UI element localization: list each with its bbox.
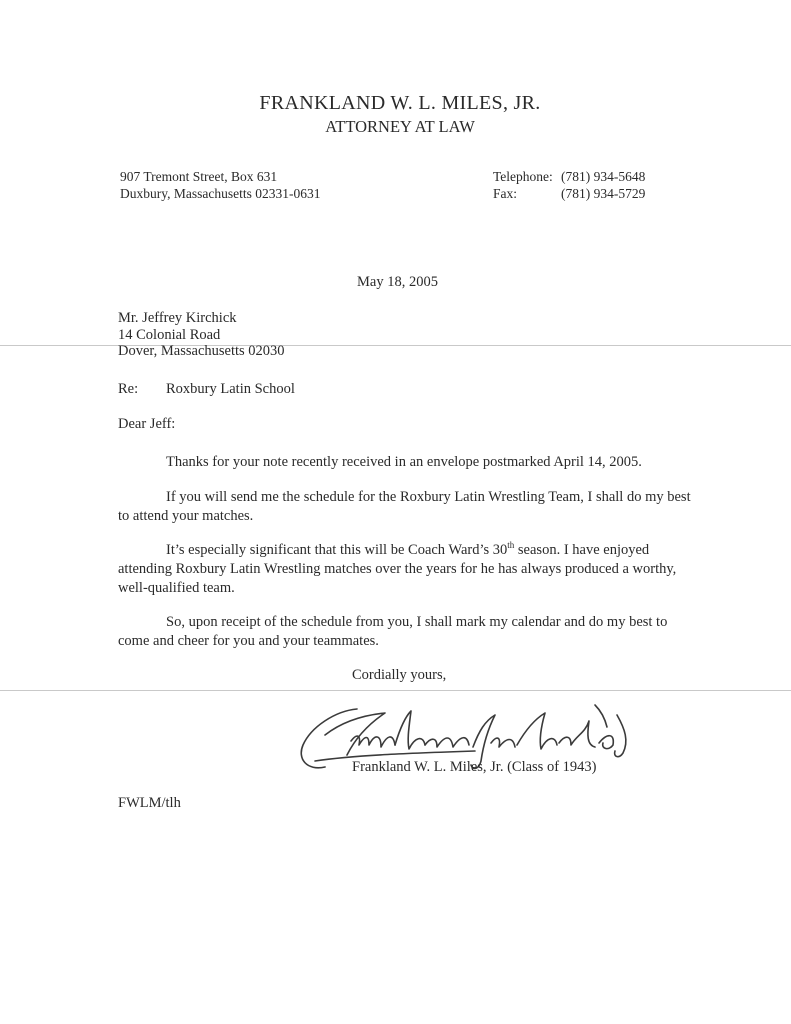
fax-label: Fax: [493,186,518,201]
address-line-2: Duxbury, Massachusetts 02331-0631 [120,186,321,201]
telephone-label: Telephone: [493,169,553,184]
recipient-city: Dover, Massachusetts 02030 [118,343,285,359]
closing: Cordially yours, [352,667,447,683]
address-line-1: 907 Tremont Street, Box 631 [120,169,278,184]
fax-number: (781) 934-5729 [561,186,646,201]
recipient-name: Mr. Jeffrey Kirchick [118,310,237,326]
fold-line-bottom [0,690,791,691]
paragraph-1: Thanks for your note recently received in an envelope postmarked April 14, 2005. [166,454,642,470]
letterhead-name: FRANKLAND W. L. MILES, JR. [259,92,541,114]
paragraph-3 [118,541,698,598]
re-label: Re: [118,381,139,397]
paragraph-3-start: It’s especially significant that this will be Coach Ward’s 30 [166,542,508,558]
paragraph-2: If you will send me the schedule for the Roxbury Latin Wrestling Team, I shall do my best to attend your matches. [118,489,691,524]
re-subject: Roxbury Latin School [166,381,295,397]
telephone-number: (781) 934-5648 [561,169,646,184]
recipient-street: 14 Colonial Road [118,327,221,343]
paragraph-3-superscript: th [507,540,515,551]
paragraph-4: So, upon receipt of the schedule from you, I shall mark my calendar and do my best to come and cheer for you and your teammates. [118,614,668,649]
letterhead-title: ATTORNEY AT LAW [325,117,475,136]
letter-date: May 18, 2005 [357,274,438,290]
salutation: Dear Jeff: [118,416,176,432]
paragraph-3-end: season. I have enjoyed attending Roxbury Latin Wrestling matches over the years for he has always produced a worthy, well-qualified team. [118,542,677,596]
typist-initials: FWLM/tlh [118,795,181,811]
printed-signature-name: Frankland W. L. Miles, Jr. (Class of 1943) [352,759,597,775]
